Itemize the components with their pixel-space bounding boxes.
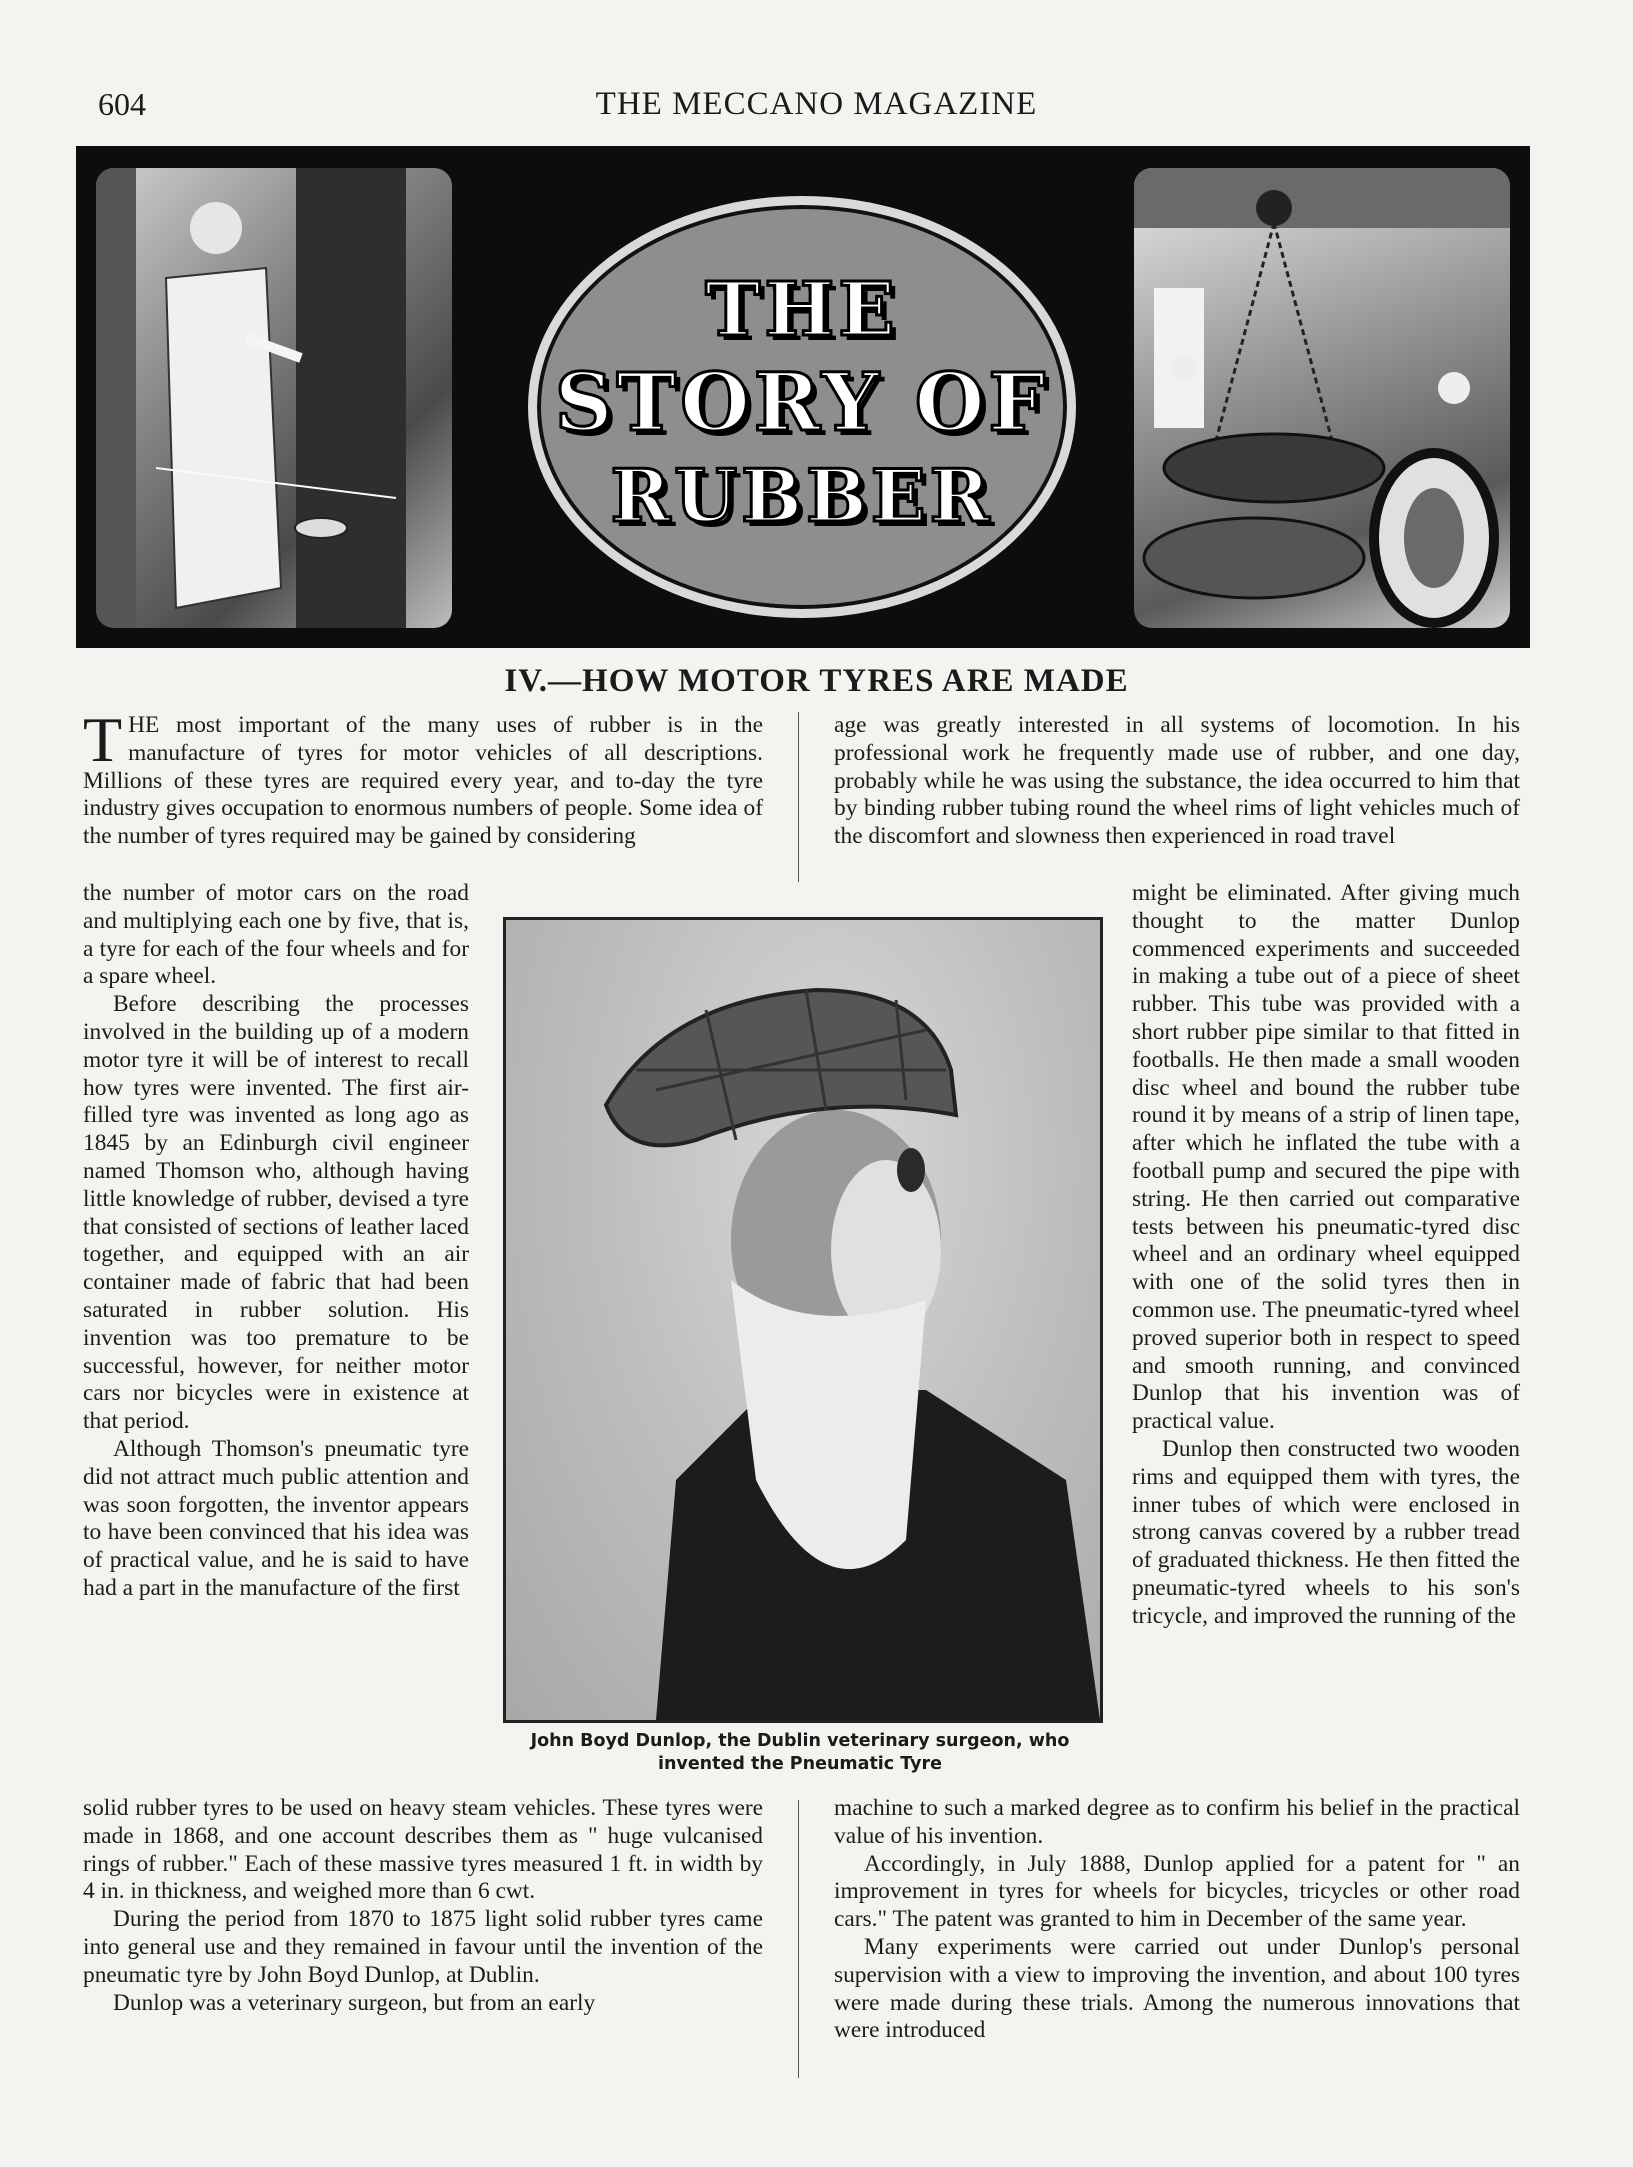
text-block-right-bottom: machine to such a marked degree as to confirm his belief in the practical value of his invention. Accordingly, in July 1888, Dunlop applied for a patent for " an improvement in tyres for wheels for bicycles, tricycles or other road cars." The patent was granted to him in December of the same year. Many experiments were carried out under Dunlop's personal supervision with a view to improving the invention, and about 100 tyres were made during these trials. Among the numerous innovations that were introduced [834,1795,1520,2044]
page-number: 604 [98,86,146,122]
text-block-left-narrow: the number of motor cars on the road and multiplying each one by five, that is, a tyre for each of the four wheels and for a spare wheel. Before describing the processes involved in the building up of a modern motor tyre it will be of interest to recall how tyres were invented. The first air-filled tyre was invented as long ago as 1845 by an Edinburgh civil engineer named Thomson who, although having little knowledge of rubber, devised a tyre that consisted of sections of leather laced together, and equipped with an air container made of fabric that had been saturated in rubber solution. His invention was too premature to be successful, however, for neither motor cars nor bicycles were in existence at that period. Although Thomson's pneumatic tyre did not attract much public attention and was soon forgotten, the inventor appears to have been convinced that his idea was of practical value, and he is said to have had a part in the manufacture of the first [83,880,469,1601]
drop-cap: T [83,704,123,775]
dunlop-portrait-photo [503,917,1103,1723]
tyre-factory-illustration [1134,168,1510,628]
photo-caption: John Boyd Dunlop, the Dublin veterinary surgeon, who invented the Pneumatic Tyre [530,1731,1070,1774]
column-rule-bottom [798,1800,799,2078]
title-banner [76,146,1530,648]
title-oval [528,196,1076,618]
magazine-title: THE MECCANO MAGAZINE [595,86,1038,122]
text-block-left-bottom: solid rubber tyres to be used on heavy steam vehicles. These tyres were made in 1868, and one account describes them as " huge vulcanised rings of rubber." Each of these massive tyres measured 1 ft. in width by 4 in. in thickness, and weighed more than 6 cwt. During the period from 1870 to 1875 light solid rubber tyres came into general use and they remained in favour until the invention of the pneumatic tyre by John Boyd Dunlop, at Dublin. Dunlop was a veterinary surgeon, but from an early [83,1795,763,2016]
column-rule-top [798,712,799,882]
title-line-story-of: STORY OF [554,355,1050,449]
text-block-left-top: THE most important of the many uses of rubber is in the manufacture of tyres for motor vehicles of all descriptions. Millions of these tyres are required every year, and to-day the tyre industry gives occupation to enormous numbers of people. Some idea of the number of tyres required may be gained by considering [83,704,763,850]
text-block-right-top: age was greatly interested in all systems of locomotion. In his professional work he frequently made use of rubber, and one day, probably while he was using the substance, the idea occurred to him that by binding rubber tubing round the wheel rims of light vehicles much of the discomfort and slowness then experienced in road travel [834,712,1520,850]
text-block-right-narrow: might be eliminated. After giving much thought to the matter Dunlop commenced experiments and succeeded in making a tube out of a piece of sheet rubber. This tube was provided with a short rubber pipe similar to that fitted in footballs. He then made a small wooden disc wheel and bound the rubber tube round it by means of a strip of linen tape, after which he inflated the tube with a football pump and secured the pipe with string. He then carried out comparative tests between his pneumatic-tyred disc wheel and an ordinary wheel equipped with one of the solid tyres then in common use. The pneumatic-tyred wheel proved superior both in respect to speed and smooth running, and convinced Dunlop that his invention was of practical value. Dunlop then constructed two wooden rims and equipped them with tyres, the inner tubes of which were enclosed in strong canvas covered by a rubber tread of graduated thickness. He then fitted the pneumatic-tyred wheels to his son's tricycle, and improved the running of the [1132,880,1520,1629]
article-subtitle: IV.—HOW MOTOR TYRES ARE MADE [504,663,1129,699]
title-line-rubber: RUBBER [610,453,994,538]
rubber-tapping-illustration [96,168,452,628]
title-line-the: THE [705,267,899,353]
